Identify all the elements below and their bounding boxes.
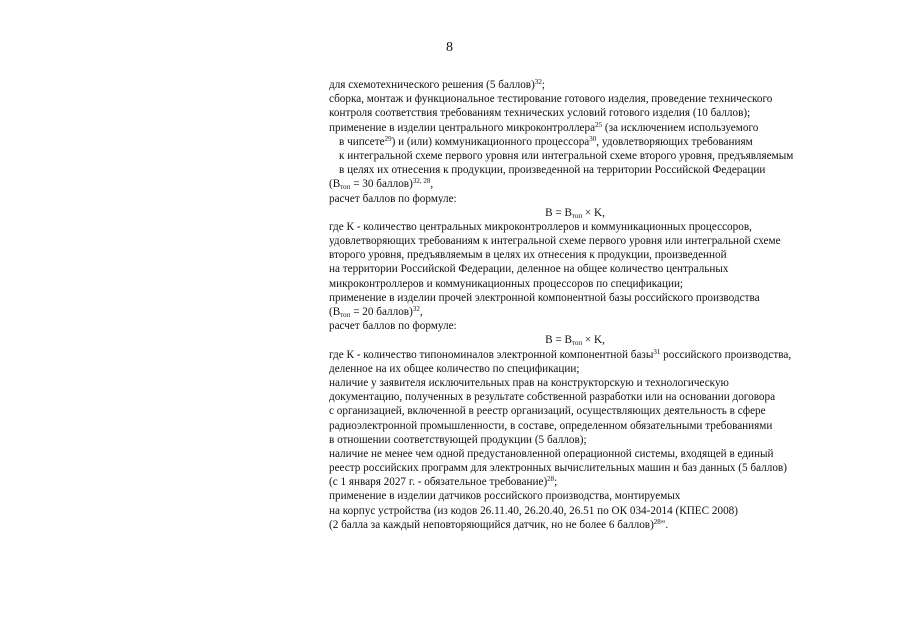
document-body xyxy=(329,78,899,532)
page-number: 8 xyxy=(446,40,453,55)
text-line: в отношении соответствующей продукции (5 баллов); xyxy=(329,433,587,446)
text-line: на территории Российской Федерации, деленное на общее количество центральных xyxy=(329,263,729,276)
text-line: применение в изделии датчиков российского производства, монтируемых xyxy=(329,490,681,503)
text-line: применение в изделии центрального микроконтроллера$^{25}$ (за исключением используемого xyxy=(329,120,759,134)
text-line: контроля соответствия требованиям технических условий готового изделия (10 баллов); xyxy=(329,107,751,120)
text-line: расчет баллов по формуле: xyxy=(329,320,457,333)
formula: $В = В_{топ} \times K$, xyxy=(545,206,605,220)
text-line: документацию, полученных в результате собственной разработки или на основании договора xyxy=(329,391,776,404)
text-line: на корпус устройства (из кодов 26.11.40, 26.20.40, 26.51 по ОК 034-2014 (КПЕС 2008) xyxy=(329,504,738,517)
text-line: в целях их отнесения к продукции, произведенной на территории Российской Федерации xyxy=(339,164,766,177)
text-line: с организацией, включенной в реестр организаций, осуществляющих деятельность в сфере xyxy=(329,405,766,418)
text-line: к интегральной схеме первого уровня или интегральной схеме второго уровня, предъявляемым xyxy=(339,149,794,162)
text-line: наличие у заявителя исключительных прав на конструкторскую и технологическую xyxy=(329,376,729,389)
text-line: (с 1 января 2027 г. - обязательное требование)$^{28}$; xyxy=(329,475,558,489)
text-line: удовлетворяющих требованиям к интегральной схеме первого уровня или интегральной схеме xyxy=(329,235,781,248)
text-line: где К - количество типономиналов электронной компонентной базы$^{31}$ российского производства, xyxy=(329,347,792,361)
text-line: применение в изделии прочей электронной компонентной базы российского производства xyxy=(329,291,760,304)
text-line: ($В_{топ} = 20$ баллов)$^{32}$, xyxy=(329,305,423,319)
formula: $В = В_{топ} \times K$, xyxy=(545,334,605,348)
text-line: (2 балла за каждый неповторяющийся датчик, но не более 6 баллов)$^{28}$". xyxy=(329,517,669,531)
text-line: в чипсете$^{29}$) и (или) коммуникационного процессора$^{30}$, удовлетворяющих требованиям xyxy=(339,134,753,148)
text-line: радиоэлектронной промышленности, в составе, определенном обязательными требованиями xyxy=(329,419,773,432)
text-line: деленное на их общее количество по спецификации; xyxy=(329,362,580,375)
text-line: сборка, монтаж и функциональное тестирование готового изделия, проведение технического xyxy=(329,93,773,106)
text-line: микроконтроллеров и коммуникационных процессоров по спецификации; xyxy=(329,277,684,290)
text-line: наличие не менее чем одной предустановленной операционной системы, входящей в единый xyxy=(329,447,774,460)
text-line: расчет баллов по формуле: xyxy=(329,192,457,205)
text-line: для схемотехнического решения (5 баллов)$^{32}$; xyxy=(329,78,545,91)
text-line: второго уровня, предъявляемым в целях их отнесения к продукции, произведенной xyxy=(329,249,727,262)
text-line: где К - количество центральных микроконтроллеров и коммуникационных процессоров, xyxy=(329,220,752,233)
text-line: реестр российских программ для электронных вычислительных машин и баз данных (5 баллов) xyxy=(329,462,787,475)
text-line: ($В_{топ} = 30$ баллов)$^{32, 28}$, xyxy=(329,177,434,192)
